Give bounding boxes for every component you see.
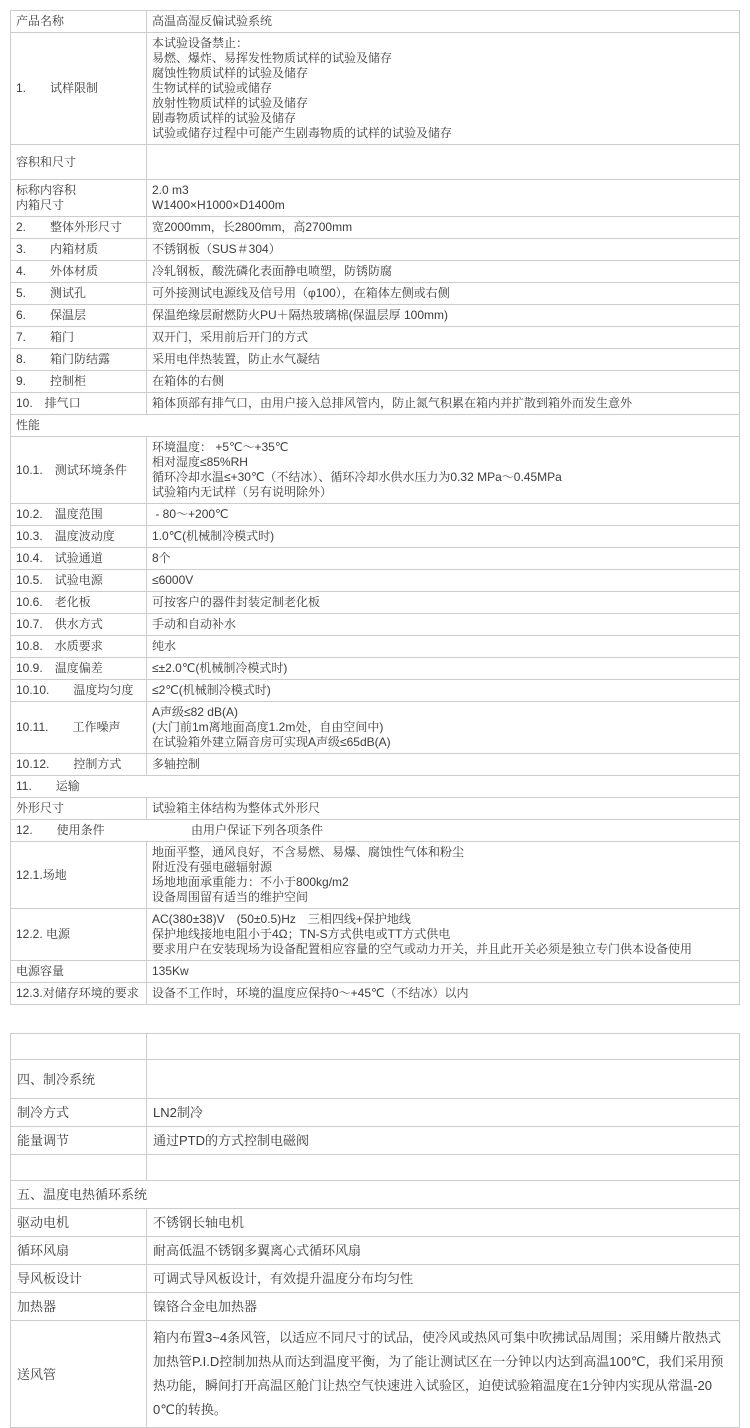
section-title: 11. 运输 xyxy=(16,779,80,793)
row-label-cell xyxy=(11,371,147,393)
row-label-text: 容积和尺寸 xyxy=(16,154,77,169)
row-label-text: 10.1. 测试环境条件 xyxy=(16,462,127,477)
row-value-cell xyxy=(147,961,740,983)
table-row xyxy=(11,504,740,526)
row-value-text: W1400×H1000×D1400m xyxy=(152,198,285,212)
row-value-text: 在试验箱外建立隔音房可实现A声级≤65dB(A) xyxy=(152,735,391,749)
row-value-text: 设备周围留有适当的维护空间 xyxy=(152,890,309,904)
row-label-cell xyxy=(11,961,147,983)
row-label-text: 驱动电机 xyxy=(17,1215,70,1230)
table-row xyxy=(11,592,740,614)
table-row xyxy=(11,11,740,33)
row-label-cell xyxy=(11,261,147,283)
row-value-text: 2.0 m3 xyxy=(152,183,189,197)
row-label-text: 10.3. 温度波动度 xyxy=(16,529,115,543)
table-row xyxy=(11,1321,740,1428)
row-label-text: 10.8. 水质要求 xyxy=(16,639,103,653)
row-label-cell xyxy=(11,145,147,180)
table-row xyxy=(11,658,740,680)
table-row xyxy=(11,961,740,983)
table-row xyxy=(11,261,740,283)
row-value-text: 可按客户的器件封装定制老化板 xyxy=(152,595,321,609)
row-value-cell xyxy=(147,371,740,393)
row-label-cell xyxy=(11,180,147,217)
row-label-text: 10.5. 试验电源 xyxy=(16,573,103,587)
row-value-cell xyxy=(147,437,740,504)
row-value-text: 生物试样的试验或储存 xyxy=(152,81,273,95)
row-value-cell xyxy=(147,548,740,570)
row-label-text: 12.3.对储存环境的要求 xyxy=(16,986,139,1000)
section-header-cell xyxy=(11,1181,740,1209)
row-label-text: 2. 整体外形尺寸 xyxy=(16,220,123,234)
row-value-text: 试验箱内无试样（另有说明除外） xyxy=(152,485,333,499)
row-value-text: 环境温度： +5℃～+35℃ xyxy=(152,440,289,454)
row-value-cell xyxy=(147,1321,740,1428)
table-row xyxy=(11,680,740,702)
row-value-cell xyxy=(147,680,740,702)
row-label-text: 7. 箱门 xyxy=(16,330,75,344)
table-row xyxy=(11,842,740,909)
row-value-cell xyxy=(147,1127,740,1155)
row-label-text: 4. 外体材质 xyxy=(16,264,99,278)
row-value-text: 本试验设备禁止： xyxy=(152,36,249,50)
section-row xyxy=(11,776,740,798)
row-label-cell xyxy=(11,754,147,776)
row-value-cell xyxy=(147,11,740,33)
row-label-cell xyxy=(11,614,147,636)
row-label-cell xyxy=(11,1321,147,1428)
row-value-cell xyxy=(147,349,740,371)
row-value-cell xyxy=(147,702,740,754)
row-label-cell xyxy=(11,526,147,548)
row-value-cell xyxy=(147,504,740,526)
row-label-text: 四、制冷系统 xyxy=(17,1071,96,1087)
row-value-text: 剧毒物质试样的试验及储存 xyxy=(152,111,297,125)
row-value-text: 可调式导风板设计，有效提升温度分布均匀性 xyxy=(153,1271,414,1286)
row-label-cell xyxy=(11,437,147,504)
row-label-cell xyxy=(11,1209,147,1237)
row-label-cell xyxy=(11,1265,147,1293)
row-label-text: 1. 试样限制 xyxy=(16,81,99,95)
table-row xyxy=(11,393,740,415)
row-value-text: A声级≤82 dB(A) xyxy=(152,705,238,719)
table-row xyxy=(11,180,740,217)
row-value-cell xyxy=(147,592,740,614)
row-label-text: 10.11. 工作噪声 xyxy=(16,720,121,734)
table-row xyxy=(11,33,740,145)
row-label-text: 加热器 xyxy=(17,1299,57,1314)
row-value-cell xyxy=(147,1237,740,1265)
row-label-text: 12.2. 电源 xyxy=(16,927,71,941)
row-value-text: (大门前1m离地面高度1.2m处，自由空间中) xyxy=(152,720,384,734)
row-value-text: 冷轧钢板，酸洗磷化表面静电喷塑，防锈防腐 xyxy=(152,264,393,278)
row-label-cell xyxy=(11,11,147,33)
table-row xyxy=(11,526,740,548)
row-value-cell xyxy=(147,283,740,305)
row-value-text: 设备不工作时，环境的温度应保持0～+45℃（不结冰）以内 xyxy=(152,986,469,1000)
row-label-cell xyxy=(11,393,147,415)
section-subtitle: 由用户保证下列各项条件 xyxy=(191,823,324,837)
row-value-text: 采用电伴热装置，防止水气凝结 xyxy=(152,352,321,366)
row-value-text: 附近没有强电磁辐射源 xyxy=(152,860,273,874)
row-label-cell xyxy=(11,548,147,570)
table-row xyxy=(11,283,740,305)
row-value-text: AC(380±38)V (50±0.5)Hz 三相四线+保护地线 xyxy=(152,912,411,926)
row-value-cell xyxy=(147,614,740,636)
row-value-cell xyxy=(147,33,740,145)
section-row xyxy=(11,1181,740,1209)
row-value-cell xyxy=(147,842,740,909)
row-value-text: 保护地线接地电阻小于4Ω；TN-S方式供电或TT方式供电 xyxy=(152,927,451,941)
row-label-cell xyxy=(11,327,147,349)
row-value-text: 要求用户在安装现场为设备配置相应容量的空气或动力开关，并且此开关必须是独立专门供本设备使用 xyxy=(152,942,693,956)
row-value-text: ≤±2.0℃(机械制冷模式时) xyxy=(152,661,288,675)
row-value-cell xyxy=(147,217,740,239)
row-label-cell xyxy=(11,1155,147,1181)
row-value-cell xyxy=(147,983,740,1005)
row-value-text: 镍铬合金电加热器 xyxy=(153,1299,258,1314)
row-value-text: 易燃、爆炸、易挥发性物质试样的试验及储存 xyxy=(152,51,393,65)
spec-table-main xyxy=(10,10,740,1005)
row-label-cell xyxy=(11,592,147,614)
row-value-text: ≤2℃(机械制冷模式时) xyxy=(152,683,271,697)
row-value-cell xyxy=(147,305,740,327)
row-value-text: - 80～+200℃ xyxy=(152,507,229,521)
table-row xyxy=(11,217,740,239)
table-row xyxy=(11,636,740,658)
row-label-cell xyxy=(11,217,147,239)
row-label-text: 送风管 xyxy=(17,1366,57,1382)
row-value-cell xyxy=(147,1209,740,1237)
row-value-cell xyxy=(147,180,740,217)
row-label-text: 10.6. 老化板 xyxy=(16,595,91,609)
table-row xyxy=(11,754,740,776)
row-value-cell xyxy=(147,754,740,776)
table-row xyxy=(11,1155,740,1181)
spec-table-main-body xyxy=(11,11,740,1005)
row-label-cell xyxy=(11,1237,147,1265)
row-value-text: 手动和自动补水 xyxy=(152,617,237,631)
table-row xyxy=(11,702,740,754)
table-row xyxy=(11,983,740,1005)
row-value-cell xyxy=(147,798,740,820)
table-row xyxy=(11,1265,740,1293)
row-value-cell xyxy=(147,570,740,592)
row-value-text: 保温绝缘层耐燃防火PU＋隔热玻璃棉(保温层厚 100mm) xyxy=(152,308,449,322)
section-header-cell xyxy=(11,820,740,842)
table-row xyxy=(11,548,740,570)
row-value-cell xyxy=(147,909,740,961)
table-row xyxy=(11,1034,740,1060)
row-label-text: 循环风扇 xyxy=(17,1243,70,1258)
table-row xyxy=(11,798,740,820)
row-value-cell xyxy=(147,658,740,680)
table-row xyxy=(11,570,740,592)
row-value-text: 多轴控制 xyxy=(152,757,201,771)
row-value-text: 通过PTD的方式控制电磁阀 xyxy=(153,1133,310,1148)
row-value-cell xyxy=(147,327,740,349)
row-label-cell xyxy=(11,305,147,327)
row-label-text: 电源容量 xyxy=(16,964,65,978)
table-row xyxy=(11,1237,740,1265)
row-label-cell xyxy=(11,798,147,820)
row-label-cell xyxy=(11,349,147,371)
row-value-text: 箱内布置3~4条风管，以适应不同尺寸的试品，使冷风或热风可集中吹拂试品周围；采用鳞片散热式加热管P.I.D控制加热从而达到温度平衡，为了能让测试区在一分钟以内达到高温100℃，我们采用预热功能，瞬间打开高温区舱门让热空气快速进入试验区，迫使试验箱温度在1分钟内实现从常温-200℃的转换。 xyxy=(153,1330,724,1417)
row-label-text: 5. 测试孔 xyxy=(16,286,87,300)
row-value-text: 试验或储存过程中可能产生剧毒物质的试样的试验及储存 xyxy=(152,126,453,140)
row-value-text: 耐高低温不锈钢多翼离心式循环风扇 xyxy=(153,1243,362,1258)
table-row xyxy=(11,239,740,261)
row-label-text: 8. 箱门防结露 xyxy=(16,352,111,366)
row-label-text: 制冷方式 xyxy=(17,1105,70,1120)
row-label-text: 10. 排气口 xyxy=(16,396,81,410)
row-value-text: 纯水 xyxy=(152,639,177,653)
section-title: 性能 xyxy=(16,418,41,432)
row-value-cell xyxy=(147,1060,740,1099)
row-label-text: 10.10. 温度均匀度 xyxy=(16,683,134,697)
row-label-cell xyxy=(11,983,147,1005)
row-value-cell xyxy=(147,526,740,548)
row-value-text: 相对湿度≤85%RH xyxy=(152,455,248,469)
row-label-cell xyxy=(11,1127,147,1155)
row-value-text: 不锈钢板（SUS＃304） xyxy=(152,242,281,256)
row-value-cell xyxy=(147,145,740,180)
row-label-cell xyxy=(11,239,147,261)
row-value-cell xyxy=(147,1099,740,1127)
row-value-text: 宽2000mm，长2800mm，高2700mm xyxy=(152,220,353,234)
row-label-cell xyxy=(11,1099,147,1127)
row-value-text: ≤6000V xyxy=(152,573,194,587)
row-value-cell xyxy=(147,636,740,658)
row-value-text: 双开门，采用前后开门的方式 xyxy=(152,330,309,344)
row-label-text: 产品名称 xyxy=(16,14,65,28)
row-label-cell xyxy=(11,33,147,145)
row-label-text: 标称内容积 xyxy=(16,183,77,197)
row-value-text: 试验箱主体结构为整体式外形尺 xyxy=(152,801,321,815)
row-value-cell xyxy=(147,1155,740,1181)
row-value-text: 不锈钢长轴电机 xyxy=(153,1215,245,1230)
row-label-text: 10.4. 试验通道 xyxy=(16,551,103,565)
table-row xyxy=(11,1293,740,1321)
row-label-text: 能量调节 xyxy=(17,1133,70,1148)
row-label-cell xyxy=(11,1293,147,1321)
table-row xyxy=(11,371,740,393)
table-row xyxy=(11,349,740,371)
row-label-text: 导风板设计 xyxy=(17,1271,83,1286)
row-label-cell xyxy=(11,636,147,658)
row-value-text: 8个 xyxy=(152,551,171,565)
section-title: 12. 使用条件 xyxy=(16,823,105,837)
row-label-text: 内箱尺寸 xyxy=(16,198,65,212)
section-header-cell xyxy=(11,776,740,798)
table-row xyxy=(11,327,740,349)
row-value-text: LN2制冷 xyxy=(153,1105,203,1120)
section-row xyxy=(11,415,740,437)
row-value-text: 地面平整，通风良好，不含易燃、易爆、腐蚀性气体和粉尘 xyxy=(152,845,465,859)
table-row xyxy=(11,1099,740,1127)
row-value-cell xyxy=(147,1293,740,1321)
row-label-cell xyxy=(11,1034,147,1060)
row-label-text: 6. 保温层 xyxy=(16,308,87,322)
row-value-text: 可外接测试电源线及信号用（φ100），在箱体左侧或右侧 xyxy=(152,286,450,300)
table-row xyxy=(11,909,740,961)
row-value-text: 高温高湿反偏试验系统 xyxy=(152,14,273,28)
row-label-cell xyxy=(11,504,147,526)
row-label-cell xyxy=(11,909,147,961)
row-label-text: 10.9. 温度偏差 xyxy=(16,661,103,675)
row-value-text: 箱体顶部有排气口，由用户接入总排风管内，防止氮气积累在箱内并扩散到箱外而发生意外 xyxy=(152,396,633,410)
table-row xyxy=(11,1060,740,1099)
row-value-text: 放射性物质试样的试验及储存 xyxy=(152,96,309,110)
row-label-cell xyxy=(11,570,147,592)
table-row xyxy=(11,437,740,504)
row-value-text: 在箱体的右侧 xyxy=(152,374,225,388)
row-label-text: 10.2. 温度范围 xyxy=(16,507,103,521)
row-value-cell xyxy=(147,393,740,415)
table-row xyxy=(11,305,740,327)
row-label-cell xyxy=(11,680,147,702)
row-label-text: 10.7. 供水方式 xyxy=(16,617,103,631)
row-label-cell xyxy=(11,658,147,680)
spec-sheet-page xyxy=(0,10,750,1417)
row-value-cell xyxy=(147,1265,740,1293)
row-label-cell xyxy=(11,702,147,754)
section-header-cell xyxy=(11,415,740,437)
table-row xyxy=(11,145,740,180)
row-label-cell xyxy=(11,1060,147,1099)
row-value-text: 1.0℃(机械制冷模式时) xyxy=(152,529,275,543)
row-value-text: 场地地面承重能力：不小于800kg/m2 xyxy=(152,875,349,889)
row-label-text: 3. 内箱材质 xyxy=(16,242,99,256)
row-value-text: 腐蚀性物质试样的试验及储存 xyxy=(152,66,309,80)
row-value-cell xyxy=(147,239,740,261)
row-value-cell xyxy=(147,1034,740,1060)
table-row xyxy=(11,1127,740,1155)
section-row xyxy=(11,820,740,842)
row-label-cell xyxy=(11,842,147,909)
row-label-text: 9. 控制柜 xyxy=(16,374,87,388)
row-value-text: 135Kw xyxy=(152,964,189,978)
spec-table-systems xyxy=(10,1033,740,1428)
spec-table-systems-body xyxy=(11,1034,740,1428)
row-label-text: 外形尺寸 xyxy=(16,801,65,815)
row-label-cell xyxy=(11,283,147,305)
section-title: 五、温度电热循环系统 xyxy=(17,1187,148,1202)
table-row xyxy=(11,614,740,636)
row-value-cell xyxy=(147,261,740,283)
row-label-text: 10.12. 控制方式 xyxy=(16,757,122,771)
row-label-text: 12.1.场地 xyxy=(16,867,67,882)
row-value-text: 循环冷却水温≤+30℃（不结冰）、循环冷却水供水压力为0.32 MPa～0.45MPa xyxy=(152,470,562,484)
table-row xyxy=(11,1209,740,1237)
